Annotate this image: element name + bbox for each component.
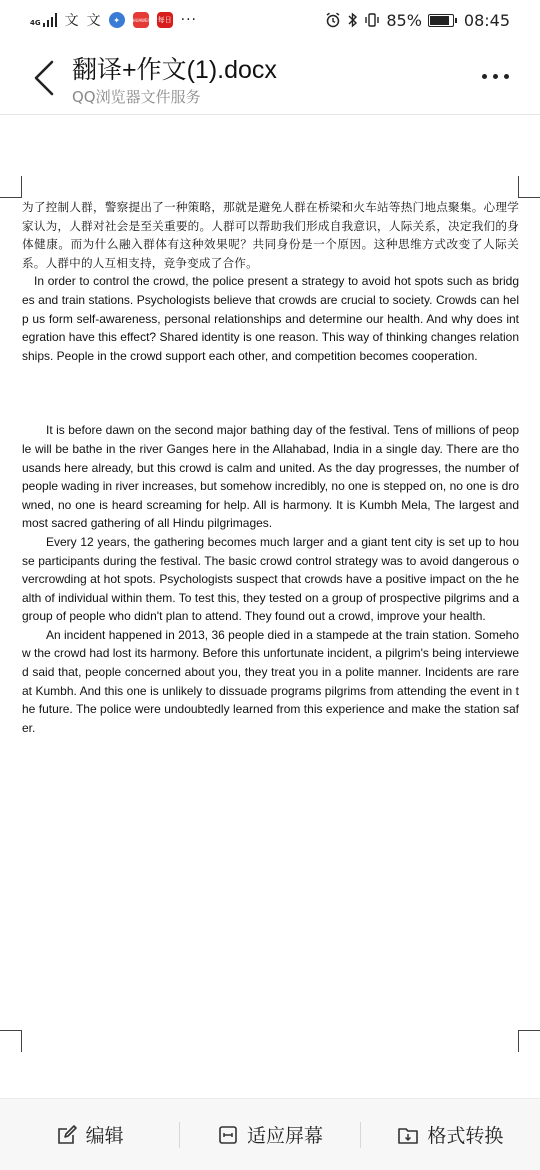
status-left [30, 10, 197, 30]
edit-button[interactable] [0, 1099, 179, 1170]
document-body [22, 198, 519, 737]
app-notification-icon-blue: ✦ [109, 12, 125, 28]
page-crop-mark-bottom-left [0, 1030, 22, 1052]
paragraph-english-summary: In order to control the crowd, the police present a strategy to avoid hot spots such as bridges and train stations. Psychologists believe that crowds are crucial to society. Crowds can help us form self-awareness, personal relationships and determine our health. And why does integration have this effect? Shared identity is one reason. This way of thinking changes relationships. People in the crowd support each other, and competition becomes cooperation. [22, 274, 519, 363]
fit-screen-icon [217, 1124, 239, 1146]
document-title: 翻译+作文(1).docx [72, 56, 277, 84]
format-convert-button-label: 格式转换 [427, 1125, 504, 1147]
alarm-icon [325, 12, 341, 28]
network-type: 4G [30, 19, 41, 27]
notification-text-icon-2: 文 [86, 13, 101, 29]
paragraph-incident-2013: An incident happened in 2013, 36 people died in a stampede at the train station. Somehow the crowd had lost its harmony. Before this unfortunate incident, a pilgrim's being interviewed said that, people concerned about you, they treat you in a polite manner. Incidents are rare at Kumbh. And this one is unlikely to dissuade programs pilgrims from attending the event in the future. The police were undoubtedly learned from this experience and make the station safer. [22, 627, 520, 735]
edit-icon [56, 1124, 78, 1146]
app-notification-icon-huawei: HUAWEI [133, 12, 149, 28]
signal-icon [30, 13, 57, 27]
edit-button-label: 编辑 [85, 1125, 124, 1147]
paragraph-kumbh-mela: It is before dawn on the second major bathing day of the festival. Tens of millions of people will be bathe in the river Ganges here in the Allahabad, India in a single day. There are thousands here already, but this crowd is calm and united. As the day progresses, the number of people wading in river increases, but somehow incredibly, no one is stepped on, no one is drowned, no one is heard screaming for help. All is harmony. It is Kumbh Mela, The largest and most sacred gathering of all Hindu pilgrimages. [22, 423, 519, 531]
format-convert-button[interactable] [361, 1099, 540, 1170]
more-options-icon[interactable] [482, 64, 516, 88]
fit-screen-button[interactable] [180, 1099, 359, 1170]
paragraph-chinese-translation: 为了控制人群，警察提出了一种策略，那就是避免人群在桥梁和火车站等热门地点聚集。心理学家认为，人群对社会是至关重要的。人群可以帮助我们形成自我意识，人际关系，决定我们的身体健康。而为什么融入群体有这种效果呢？共同身份是一个原因。这种思维方式改变了人际关系。人群中的人互相支持，竞争变成了合作。 [22, 200, 519, 270]
status-right [325, 11, 510, 30]
paragraph-every-12-years: Every 12 years, the gathering becomes much larger and a giant tent city is set up to house participants during the festival. The basic crowd control strategy was to avoid dangerous overcrowding at hot spots. Psychologists suspect that crowds have a positive impact on the health of individual within them. To test this, they tested on a group of prospective pilgrims and a group of people who didn't plan to attend. They found out a crowd, improve your health. [22, 534, 519, 624]
document-subtitle: QQ浏览器文件服务 [72, 88, 201, 106]
bluetooth-icon [347, 12, 358, 28]
header-divider [0, 114, 540, 115]
page-crop-mark-top-right [518, 176, 540, 198]
battery-percent: 85% [386, 10, 422, 30]
folder-convert-icon [397, 1124, 419, 1146]
status-time: 08:45 [463, 10, 510, 30]
header [0, 40, 540, 112]
app-notification-icon-news: 每日 [157, 12, 173, 28]
vibrate-icon [364, 12, 380, 28]
notification-text-icon-1: 文 [64, 13, 79, 29]
bottom-toolbar [0, 1098, 540, 1170]
battery-icon [428, 14, 454, 27]
fit-screen-button-label: 适应屏幕 [246, 1125, 323, 1147]
status-bar [0, 0, 540, 40]
back-arrow-icon[interactable] [28, 58, 58, 98]
more-notifications-icon: ··· [180, 12, 197, 28]
page-crop-mark-bottom-right [518, 1030, 540, 1052]
page-crop-mark-top-left [0, 176, 22, 198]
